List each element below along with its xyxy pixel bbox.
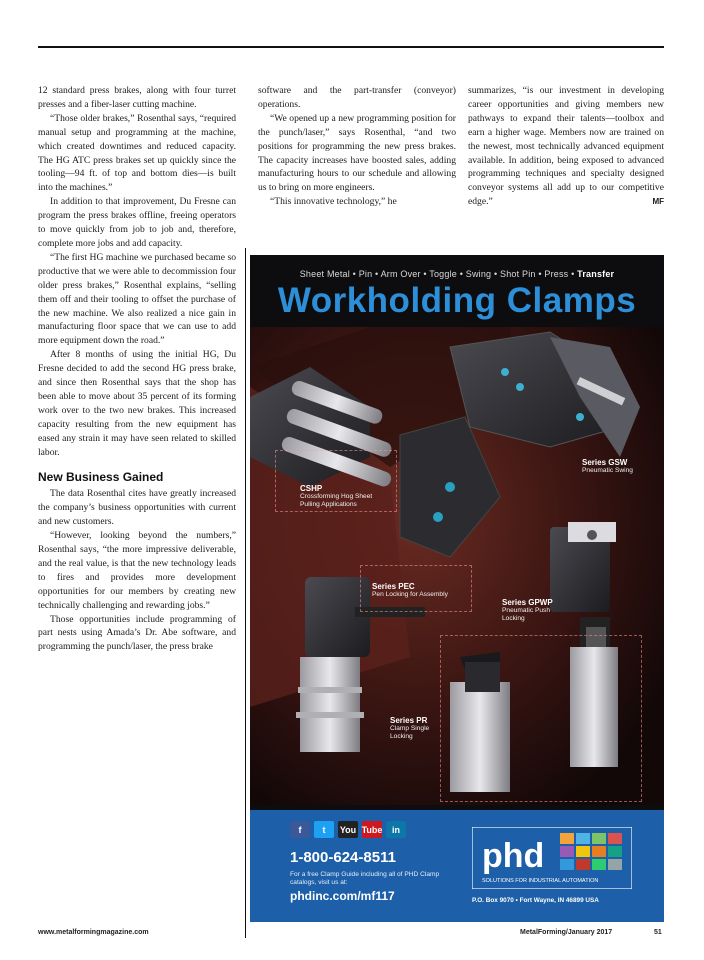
logo-tagline: SOLUTIONS FOR INDUSTRIAL AUTOMATION	[482, 878, 599, 884]
facebook-icon[interactable]: f	[290, 821, 310, 838]
callout-title: CSHP	[300, 484, 323, 493]
ad-title: Workholding Clamps	[277, 281, 637, 320]
callout-frame	[440, 635, 642, 802]
paragraph: 12 standard press brakes, along with four turret presses and a fiber-laser cutting machine.	[38, 85, 236, 110]
callout-text: Clamp Single Locking	[390, 725, 430, 740]
ad-url[interactable]: phdinc.com/mf117	[290, 889, 395, 903]
phone-number[interactable]: 1-800-624-8511	[290, 849, 396, 866]
paragraph: In addition to that improvement, Du Fresne can program the press brakes offline, freeing operators to move quickly from job to job and, therefore, complete more jobs and add capacity.	[38, 196, 236, 249]
callout-title: Series GSW	[582, 458, 628, 467]
article-column-3	[468, 84, 664, 209]
section-subhead: New Business Gained	[38, 470, 164, 485]
twitter-icon[interactable]: t	[314, 821, 334, 838]
callout-text: Crossforming Hog Sheet Pulling Applications	[300, 493, 373, 508]
tagline-bold: Transfer	[577, 269, 615, 279]
callout-cshp	[300, 485, 390, 509]
callout-title: Series GPWP	[502, 598, 553, 607]
logo-wordmark: phd	[482, 837, 545, 875]
footer-issue: MetalForming/January 2017	[520, 929, 613, 936]
callout-pec	[372, 583, 467, 599]
callout-text: Pneumatic Swing	[582, 467, 633, 474]
paragraph: “This innovative technology,” he	[270, 196, 397, 208]
paragraph: The data Rosenthal cites have greatly increased the company’s business opportunities with current and new customers.	[38, 488, 236, 528]
callout-title: Series PR	[390, 716, 428, 725]
paragraph: “However, looking beyond the numbers,” Rosenthal says, “the more impressive deliverable, and the real value, is that the new technology leads to fires and provides more development opportunities for our members by creating new technically challenging and rewarding jobs.”	[38, 530, 236, 611]
article-column-2	[258, 84, 456, 209]
youtube-tube-icon[interactable]: Tube	[362, 821, 382, 838]
callout-gsw	[582, 459, 652, 475]
callout-text: Pneumatic Push Locking	[502, 607, 551, 622]
callout-title: Series PEC	[372, 582, 415, 591]
ad-tagline	[250, 269, 664, 279]
end-mark: MF	[652, 197, 664, 207]
callout-gpwp	[502, 599, 572, 623]
page-number: 51	[654, 929, 662, 936]
offer-text: For a free Clamp Guide including all of PHD Clamp catalogs, visit us at:	[290, 871, 440, 886]
column-divider	[245, 248, 246, 938]
footer-website: www.metalformingmagazine.com	[38, 929, 149, 936]
callout-pr	[390, 717, 450, 741]
ad-address: P.O. Box 9070 • Fort Wayne, IN 46899 USA	[472, 897, 599, 904]
advertisement[interactable]	[250, 255, 664, 922]
top-rule	[38, 46, 664, 48]
paragraph: “We opened up a new programming position for the punch/laser,” says Rosenthal, “and two positions for programming the new press brakes. The capacity increases have boosted sales, adding manufacturing hours to our schedule and allowing us to bring on more engineers.	[258, 112, 456, 194]
linkedin-icon[interactable]: in	[386, 821, 406, 838]
paragraph	[468, 84, 664, 209]
youtube-icon[interactable]: You	[338, 821, 358, 838]
social-icons	[290, 821, 406, 838]
phd-logo	[472, 827, 632, 889]
paragraph: software and the part-transfer (conveyor) operations.	[258, 85, 456, 110]
paragraph: “The first HG machine we purchased became so productive that we were able to decommission four older press brakes,” Rosenthal explains, “selling them off and their tooling to offset the purchase of the new machine. We also realized a nice gain in manufacturing floor space that we can use to add more equipment down the road.”	[38, 251, 236, 347]
paragraph: “Those older brakes,” Rosenthal says, “required manual setup and programming at the machine, which created downtimes and reduced capacity. The HG ATC press brakes set up quickly since the tooling—94 ft. of top and bottom dies—is built into the machines.”	[38, 112, 236, 194]
paragraph: Those opportunities include programming of part nests using Amada’s Dr. Abe software, and programming the punch/laser, the press brake	[38, 613, 236, 653]
callout-text: Pen Locking for Assembly	[372, 591, 448, 598]
article-column-1	[38, 84, 236, 654]
paragraph: After 8 months of using the initial HG, Du Fresne decided to add the second HG press brake, and since then Rosenthal says that the shop has been able to move about 35 percent of its forming work over to the two new brakes. This increased capacity resulting from the new equipment has eased any strain it may have seen related to skilled labor.	[38, 349, 236, 458]
tagline-text: Sheet Metal • Pin • Arm Over • Toggle • Swing • Shot Pin • Press •	[299, 269, 575, 279]
paragraph-text: summarizes, “is our investment in developing career opportunities and giving members new pathways to expand their talents—toolbox and earn a higher wage. Members now are trained on the newest, most technically advanced equipment available. In addition, being exposed to advanced programming techniques and specialty designed conveyor systems all add up to our competitive edge.”	[468, 85, 664, 208]
